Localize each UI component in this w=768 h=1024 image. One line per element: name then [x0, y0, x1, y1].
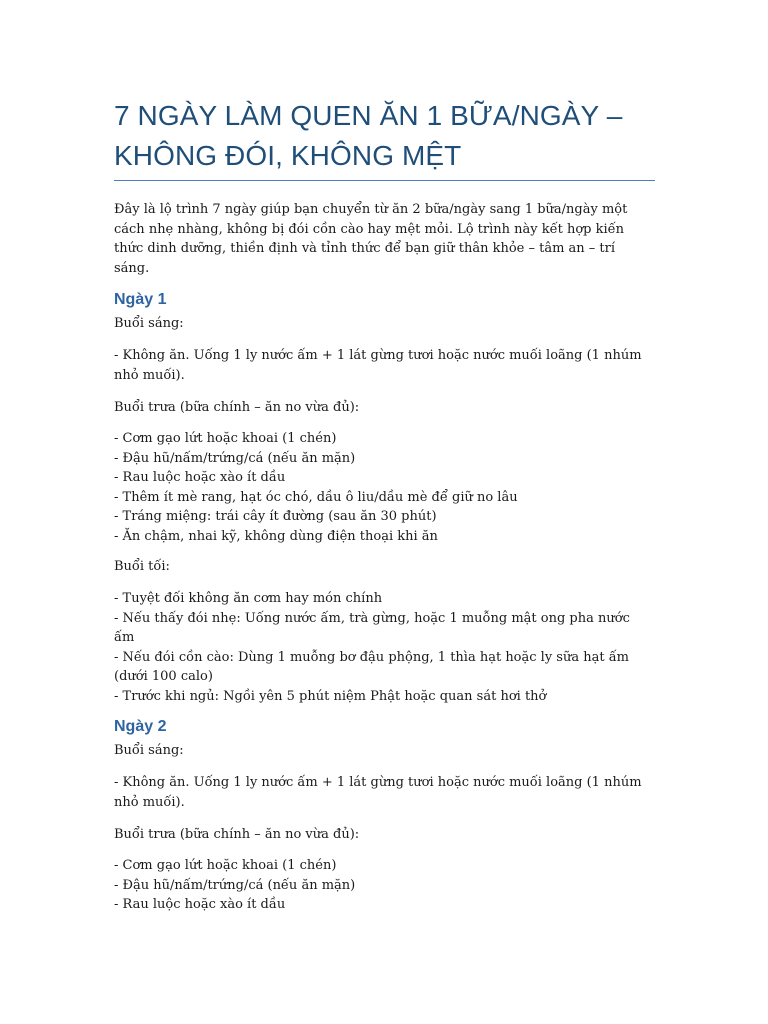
day-1-noon-label: Buổi trưa (bữa chính – ăn no vừa đủ): — [114, 400, 360, 415]
list-item: - Tráng miệng: trái cây ít đường (sau ăn 30 phút) — [114, 509, 437, 524]
list-item: - Cơm gạo lứt hoặc khoai (1 chén) — [114, 858, 337, 873]
day-2-heading: Ngày 2 — [114, 718, 167, 735]
list-item: - Đậu hũ/nấm/trứng/cá (nếu ăn mặn) — [114, 450, 356, 466]
intro-paragraph: Đây là lộ trình 7 ngày giúp bạn chuyển từ ăn 2 bữa/ngày sang 1 bữa/ngày một cách nhẹ nhàng, không bị đói cồn cào hay mệt mỏi. Lộ trình này kết hợp kiến thức dinh dưỡng, thiền định và tỉnh thức để bạn giữ thân khỏe – tâm an – trí sáng. — [114, 202, 628, 276]
document-title: 7 NGÀY LÀM QUEN ĂN 1 BỮA/NGÀY – KHÔNG ĐÓI, KHÔNG MỆT — [114, 100, 623, 171]
list-item: - Thêm ít mè rang, hạt óc chó, dầu ô liu/dầu mè để giữ no lâu — [114, 489, 518, 505]
day-1-heading: Ngày 1 — [114, 291, 167, 308]
list-item: - Tuyệt đối không ăn cơm hay món chính — [114, 591, 383, 606]
day-1-noon-list — [114, 429, 644, 546]
day-1-morning-text: - Không ăn. Uống 1 ly nước ấm + 1 lát gừng tươi hoặc nước muối loãng (1 nhúm nhỏ muối). — [114, 348, 642, 383]
day-2-morning-label: Buổi sáng: — [114, 743, 184, 758]
day-1-morning-label: Buổi sáng: — [114, 316, 184, 331]
list-item: - Đậu hũ/nấm/trứng/cá (nếu ăn mặn) — [114, 877, 356, 893]
list-item: - Rau luộc hoặc xào ít dầu — [114, 470, 286, 485]
list-item: - Rau luộc hoặc xào ít dầu — [114, 897, 286, 912]
list-item: - Nếu đói cồn cào: Dùng 1 muỗng bơ đậu phộng, 1 thìa hạt hoặc ly sữa hạt ấm (dưới 100 calo) — [114, 649, 630, 684]
list-item: - Trước khi ngủ: Ngồi yên 5 phút niệm Phật hoặc quan sát hơi thở — [114, 688, 547, 704]
day-2-noon-label: Buổi trưa (bữa chính – ăn no vừa đủ): — [114, 827, 360, 842]
list-item: - Nếu thấy đói nhẹ: Uống nước ấm, trà gừng, hoặc 1 muỗng mật ong pha nước ấm — [114, 610, 630, 645]
day-2-morning-text: - Không ăn. Uống 1 ly nước ấm + 1 lát gừng tươi hoặc nước muối loãng (1 nhúm nhỏ muối). — [114, 775, 642, 810]
day-1-evening-list — [114, 589, 644, 706]
list-item: - Ăn chậm, nhai kỹ, không dùng điện thoại khi ăn — [114, 528, 438, 544]
day-1-evening-label: Buổi tối: — [114, 559, 170, 574]
list-item: - Cơm gạo lứt hoặc khoai (1 chén) — [114, 431, 337, 446]
day-2-noon-list — [114, 856, 644, 915]
title-underline — [114, 180, 655, 181]
